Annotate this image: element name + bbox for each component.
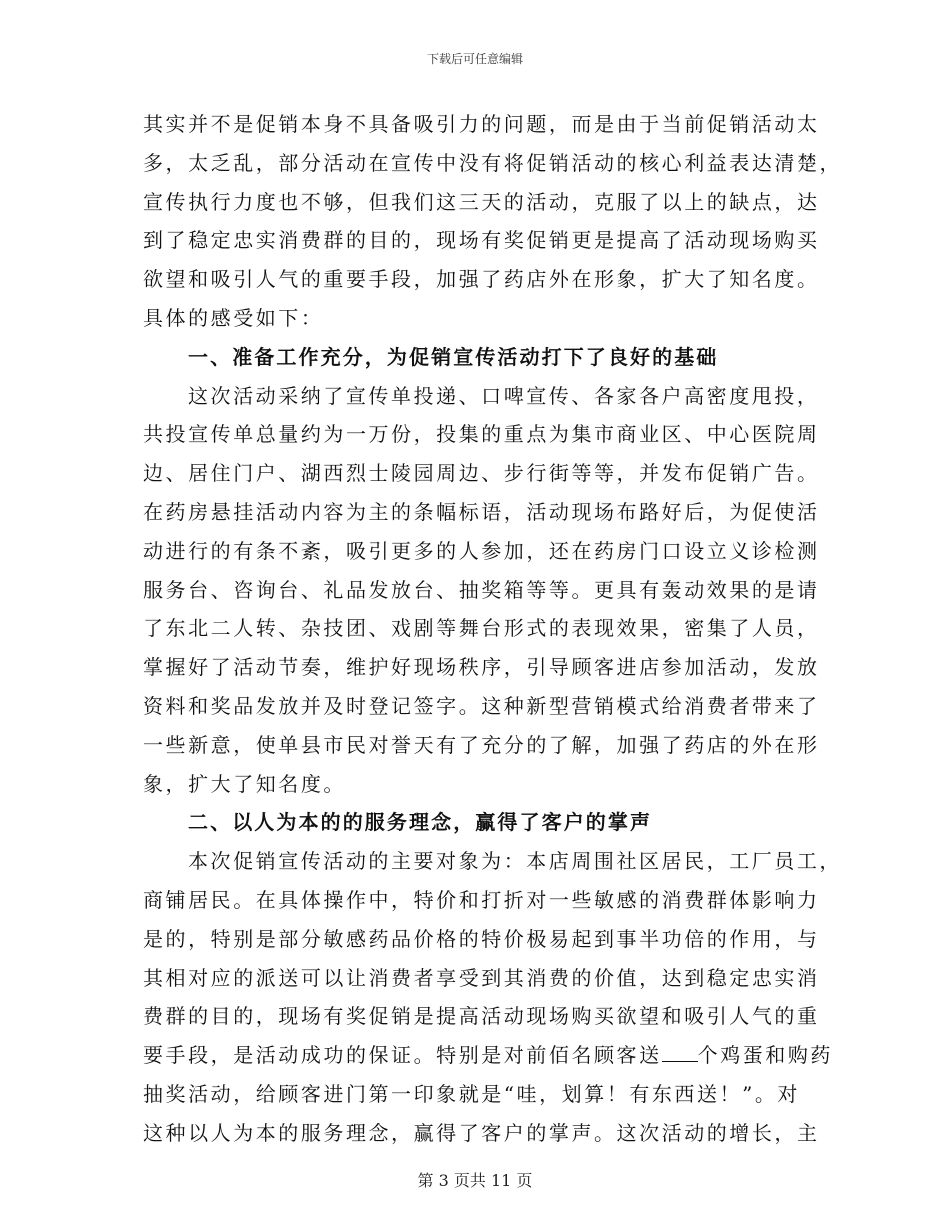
body-line: 宣传执行力度也不够，但我们这三天的活动，克服了以上的缺点，达 [143, 189, 820, 214]
section2-line: 费群的目的，现场有奖促销是提高活动现场购买欲望和吸引人气的重 [143, 1004, 820, 1029]
section1-line: 掌握好了活动节奏，维护好现场秩序，引导顾客进店参加活动，发放 [143, 655, 820, 680]
body-line: 欲望和吸引人气的重要手段，加强了药店外在形象，扩大了知名度。 [143, 267, 820, 292]
section2-line-text-after-blank: 个鸡蛋和购药 [697, 1043, 833, 1068]
body-line: 到了稳定忠实消费群的目的，现场有奖促销更是提高了活动现场购买 [143, 228, 820, 253]
section1-line: 这次活动采纳了宣传单投递、口啤宣传、各家各户高密度甩投， [188, 383, 820, 408]
body-line: 具体的感受如下： [143, 305, 324, 330]
body-line: 多，太乏乱，部分活动在宣传中没有将促销活动的核心利益表达清楚， [143, 150, 843, 175]
section1-line: 共投宣传单总量约为一万份，投集的重点为集市商业区、中心医院周 [143, 422, 820, 447]
section1-line: 在药房悬挂活动内容为主的条幅标语，活动现场布路好后，为促使活 [143, 499, 820, 524]
section1-line: 一些新意，使单县市民对誉天有了充分的了解，加强了药店的外在形 [143, 732, 820, 757]
header-note: 下载后可任意编辑 [426, 52, 523, 66]
section-heading-1: 一、准备工作充分，为促销宣传活动打下了良好的基础 [188, 344, 719, 369]
section2-line-text: 要手段，是活动成功的保证。特别是对前佰名顾客送 [143, 1043, 662, 1068]
section2-line: 是的，特别是部分敏感药品价格的特价极易起到事半功倍的作用，与 [143, 926, 820, 951]
section2-line: 商铺居民。在具体操作中，特价和打折对一些敏感的消费群体影响力 [143, 887, 820, 912]
section1-line: 边、居住门户、湖西烈士陵园周边、步行街等等，并发布促销广告。 [143, 461, 820, 486]
section2-line: 本次促销宣传活动的主要对象为：本店周围社区居民，工厂员工， [188, 849, 842, 874]
section2-line-with-blank [143, 1036, 833, 1075]
fill-in-blank [662, 1043, 698, 1062]
section1-line: 了东北二人转、杂技团、戏剧等舞台形式的表现效果，密集了人员， [143, 616, 820, 641]
section-heading-2: 二、以人为本的的服务理念，赢得了客户的掌声 [188, 810, 653, 835]
document-body [143, 105, 843, 1153]
body-line: 其实并不是促销本身不具备吸引力的问题，而是由于当前促销活动太 [143, 112, 820, 136]
section2-line: 这种以人为本的服务理念，赢得了客户的掌声。这次活动的增长，主 [143, 1120, 820, 1145]
section1-line: 动进行的有条不紊，吸引更多的人参加，还在药房门口设立义诊检测 [143, 538, 820, 563]
page-number: 第 3 页共 11 页 [417, 1171, 533, 1190]
section1-line: 资料和奖品发放并及时登记签字。这种新型营销模式给消费者带来了 [143, 693, 820, 718]
section2-line: 其相对应的派送可以让消费者享受到其消费的价值，达到稳定忠实消 [143, 965, 820, 990]
section1-line: 服务台、咨询台、礼品发放台、抽奖箱等等。更具有轰动效果的是请 [143, 577, 820, 602]
section1-line: 象，扩大了知名度。 [143, 771, 346, 796]
section2-line: 抽奖活动，给顾客进门第一印象就是“哇，划算！有东西送！”。对 [143, 1081, 800, 1106]
